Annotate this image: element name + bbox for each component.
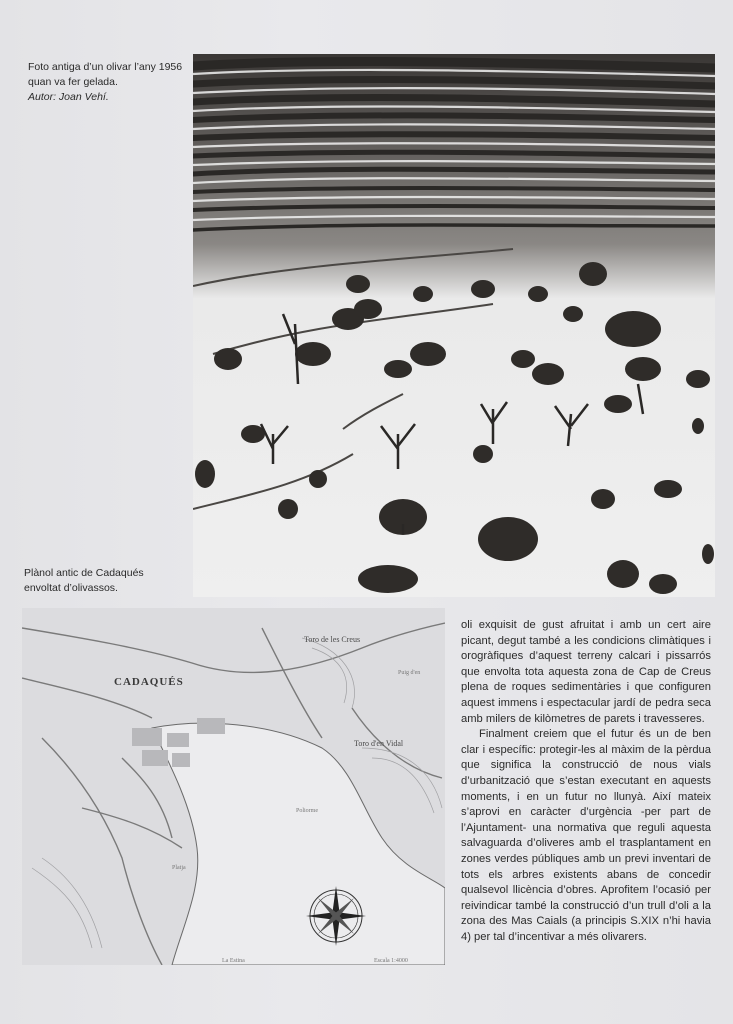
map-label-toro-vidal: Toro d'en Vidal — [354, 739, 404, 748]
cadaques-map-drawing — [22, 608, 445, 965]
article-paragraph-2: Finalment creiem que el futur és un de ben clar i específic: protegir-les al màxim de la pèrdua que significa la construcció de nous vials d’urbanització que s’estan executant en aquests moments, i en un futur no llunyà. Així mateix s’aprovi en caràcter d’urgència -per part de l’Ajuntament- una normativa que reguli aquesta salvaguarda d’oliveres amb el trasplantament en zones verdes públiques amb un previ inventari de tots els arbres existents abans de concedir qualsevol llicència d’obres. Aprofitem l’ocasió per reivindicar també la construcció d’un trull d’oli a la zona des Mas Caials (a principis S.XIX n’hi havia 4) per tal d’incentivar a més olivarers. — [461, 728, 711, 943]
article-body — [461, 618, 711, 945]
photo-caption-line1: Foto antiga d’un olivar l’any 1956 — [28, 61, 183, 73]
map-caption-line2: envoltat d’olivassos. — [24, 582, 118, 594]
photo-caption — [28, 60, 188, 105]
map-label-town: CADAQUÉS — [114, 676, 184, 688]
photo-caption-line2: quan va fer gelada. — [28, 76, 118, 88]
olive-grove-photo — [193, 54, 715, 597]
cadaques-map — [22, 608, 445, 965]
olive-grove-photo-image — [193, 54, 715, 597]
map-label-platja: Platja — [172, 865, 186, 871]
map-label-la-estina: La Estina — [222, 958, 245, 964]
map-caption — [24, 566, 184, 596]
map-label-scale: Escala 1:4000 — [374, 958, 408, 964]
photo-caption-author: Autor: Joan Vehí. — [28, 91, 109, 103]
map-label-poliorme: Poliorme — [296, 808, 318, 814]
map-label-puig: Puig d'en — [398, 670, 421, 676]
map-label-toro-creus: Toro de les Creus — [304, 635, 361, 644]
article-paragraph-1: oli exquisit de gust afruitat i amb un cert aire picant, degut també a les condicions climàtiques i orogràfiques d’aquest terreny calcari i pissarrós que envolta tota aquesta zona de Cap de Creus plena de roques sedimentàries i que configuren aquest immens i espectacular jardí de pedra seca amb milers de kilòmetres de parets i travesseres. — [461, 619, 711, 725]
map-caption-line1: Plànol antic de Cadaqués — [24, 567, 144, 579]
